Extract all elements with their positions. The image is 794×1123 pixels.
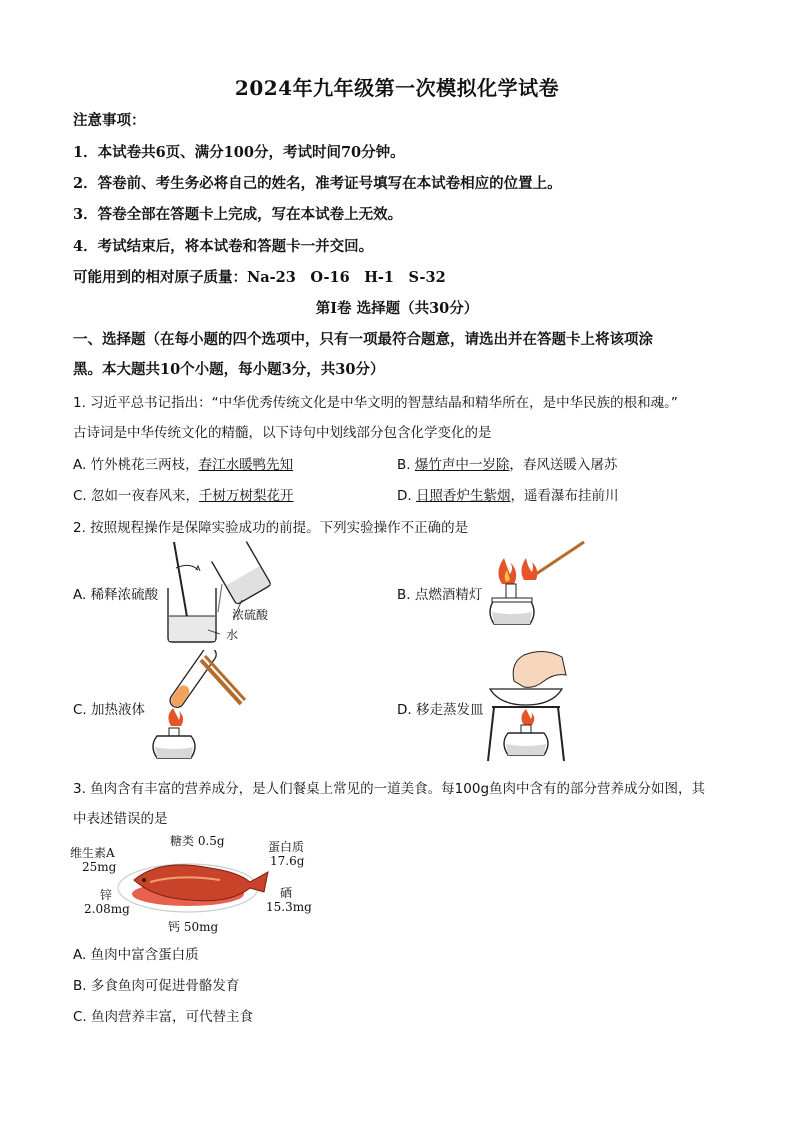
notice-item-2: 2．答卷前、考生务必将自己的姓名，准考证号填写在本试卷相应的位置上。 [73, 175, 562, 192]
label-calcium: 钙 50mg [168, 920, 219, 934]
q1-option-c-underlined: 千树万树梨花开 [199, 488, 294, 504]
section-title: 第Ⅰ卷 选择题（共30分） [315, 300, 479, 317]
q3-option-b: B. 多食鱼肉可促进骨骼发育 [73, 978, 240, 994]
q2-option-c: C. 加热液体 [73, 702, 146, 718]
label-selenium-value: 15.3mg [266, 900, 312, 914]
figure-fish-nutrition [70, 830, 320, 935]
figure-dilute-acid [160, 538, 280, 648]
figure-remove-dish [484, 645, 569, 763]
notice-item-3: 3．答卷全部在答题卡上完成，写在本试卷上无效。 [73, 206, 403, 223]
q3-stem-1: 3. 鱼肉含有丰富的营养成分，是人们餐桌上常见的一道美食。每100g鱼肉中含有的部分营养成分如图，其 [73, 781, 706, 797]
q2-option-b: B. 点燃酒精灯 [397, 587, 483, 603]
section-instruction-1: 一、选择题（在每小题的四个选项中，只有一项最符合题意，请选出并在答题卡上将该项涂 [73, 331, 653, 348]
label-selenium: 硒 [280, 886, 293, 900]
label-protein-value: 17.6g [270, 854, 305, 868]
atomic-mass-line: 可能用到的相对原子质量：Na-23 O-16 H-1 S-32 [73, 269, 446, 286]
q1-option-d-prefix: D. [397, 488, 416, 504]
figure-heat-liquid [145, 650, 250, 762]
label-vitamin-a: 维生素A [70, 846, 115, 860]
q1-option-d [397, 484, 618, 504]
label-zinc-value: 2.08mg [84, 902, 130, 916]
q1-option-b-prefix: B. [397, 457, 415, 473]
q1-option-a [73, 453, 293, 473]
figure-light-lamp [480, 540, 590, 645]
q1-option-c-text: C. 忽如一夜春风来， [73, 488, 200, 504]
q1-option-d-underlined: 日照香炉生紫烟 [415, 488, 511, 504]
q1-option-b-underlined: 爆竹声中一岁除 [414, 457, 510, 473]
q1-stem-2: 古诗词是中华传统文化的精髓，以下诗句中划线部分包含化学变化的是 [73, 425, 492, 441]
label-protein: 蛋白质 [268, 840, 305, 854]
label-vitamin-a-value: 25mg [82, 860, 117, 874]
q3-option-c: C. 鱼肉营养丰富，可代替主食 [73, 1009, 254, 1025]
label-concentrated-acid: 浓硫酸 [232, 608, 269, 622]
q1-option-a-text: A. 竹外桃花三两枝， [73, 457, 199, 473]
q2-option-a: A. 稀释浓硫酸 [73, 587, 159, 603]
q3-option-a: A. 鱼肉中富含蛋白质 [73, 947, 199, 963]
label-zinc: 锌 [100, 888, 113, 902]
q1-option-d-rest: ，遥看瀑布挂前川 [510, 488, 619, 504]
label-water: 水 [226, 628, 239, 642]
notice-item-4: 4．考试结束后，将本试卷和答题卡一并交回。 [73, 238, 374, 255]
q3-stem-2: 中表述错误的是 [73, 811, 168, 827]
q2-option-d: D. 移走蒸发皿 [397, 702, 484, 718]
q1-option-c [73, 484, 294, 504]
notice-item-1: 1．本试卷共6页、满分100分，考试时间70分钟。 [73, 144, 405, 161]
q1-option-a-underlined: 春江水暖鸭先知 [198, 457, 294, 473]
q1-stem-1: 1. 习近平总书记指出：“中华优秀传统文化是中华文明的智慧结晶和精华所在，是中华民族的根和魂。” [73, 395, 678, 411]
exam-title: 2024年九年级第一次模拟化学试卷 [234, 76, 560, 100]
label-sugar: 糖类 0.5g [170, 834, 225, 848]
section-instruction-2: 黑。本大题共10个小题，每小题3分，共30分） [73, 361, 385, 378]
q2-stem: 2. 按照规程操作是保障实验成功的前提。下列实验操作不正确的是 [73, 520, 469, 536]
notice-heading: 注意事项： [73, 112, 146, 129]
q1-option-b [397, 453, 617, 473]
q1-option-b-rest: ，春风送暖入屠苏 [509, 457, 618, 473]
